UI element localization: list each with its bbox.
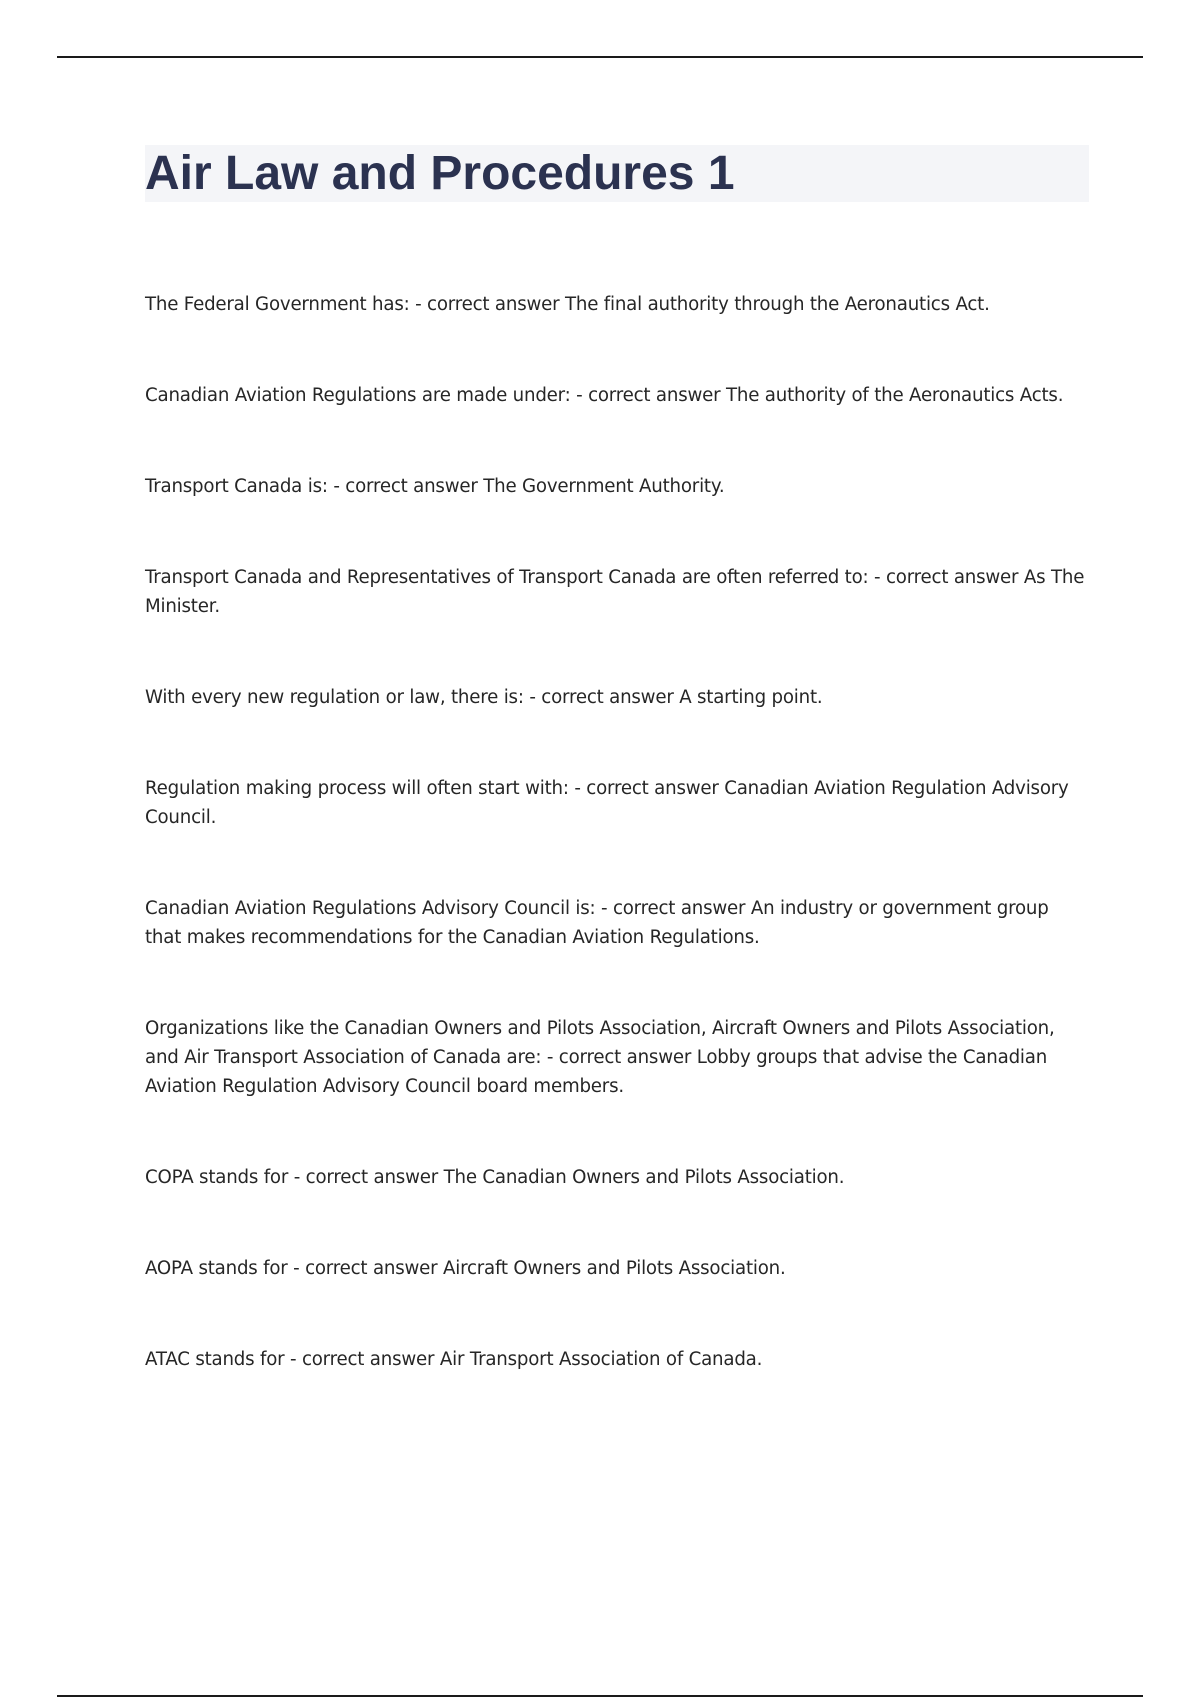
qa-item: Transport Canada and Representatives of Transport Canada are often referred to: - correct answer As The Minister. — [145, 567, 1085, 617]
qa-item: The Federal Government has: - correct answer The final authority through the Aeronautics Act. — [145, 294, 990, 315]
qa-item: COPA stands for - correct answer The Canadian Owners and Pilots Association. — [145, 1167, 845, 1188]
qa-item: Transport Canada is: - correct answer The Government Authority. — [145, 476, 725, 497]
qa-item: With every new regulation or law, there is: - correct answer A starting point. — [145, 687, 823, 708]
qa-item: ATAC stands for - correct answer Air Transport Association of Canada. — [145, 1349, 763, 1370]
qa-list — [145, 290, 1089, 1436]
qa-item: Organizations like the Canadian Owners and Pilots Association, Aircraft Owners and Pilots Association, and Air Transport Association of Canada are: - correct answer Lobby groups that advise the Canadian Aviation Regulation Advisory Council board members. — [145, 1018, 1055, 1097]
qa-item: Regulation making process will often start with: - correct answer Canadian Aviation Regulation Advisory Council. — [145, 778, 1069, 828]
qa-item: AOPA stands for - correct answer Aircraft Owners and Pilots Association. — [145, 1258, 786, 1279]
qa-item: Canadian Aviation Regulations are made under: - correct answer The authority of the Aeronautics Acts. — [145, 385, 1064, 406]
document-title: Air Law and Procedures 1 — [145, 147, 735, 200]
qa-item: Canadian Aviation Regulations Advisory Council is: - correct answer An industry or government group that makes recommendations for the Canadian Aviation Regulations. — [145, 898, 1049, 948]
header-rule — [57, 56, 1143, 58]
footer-rule — [57, 1695, 1143, 1697]
